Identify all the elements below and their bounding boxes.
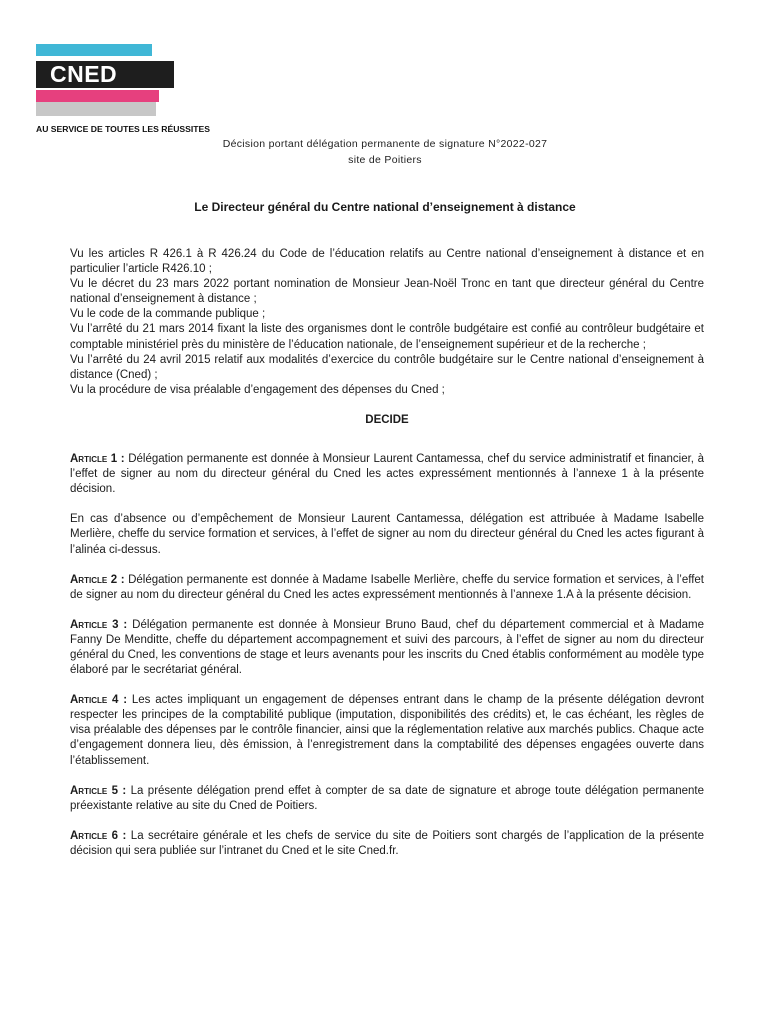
article-label: Article 4 : [70, 694, 128, 707]
vu-item: Vu l’arrêté du 24 avril 2015 relatif aux modalités d’exercice du contrôle budgétaire sur le Centre national d’enseignement à distance (Cned) ; [70, 353, 704, 381]
article-text: Délégation permanente est donnée à Monsieur Bruno Baud, chef du département commercial et à Madame Fanny De Menditte, cheffe du département accompagnement et suivi des parcours, à l’effet de signer au nom du directeur général du Cned, les conventions de stage et leurs avenants pour les inscrits du Cned établis conformément au modèle type élaboré par le secrétariat général. [70, 618, 705, 677]
article-text: Délégation permanente est donnée à Monsieur Laurent Cantamessa, chef du service administratif et financier, à l’effet de signer au nom du directeur général du Cned les actes expressément mentionnés à l’annexe 1 à la présente décision. [70, 453, 704, 496]
vu-list [70, 247, 704, 398]
article-text: Délégation permanente est donnée à Madame Isabelle Merlière, cheffe du service formation et services, à l’effet de signer au nom du directeur général du Cned les actes expressément mentionnés à l’annexe 1.A à la présente décision. [70, 573, 704, 601]
article-label: Article 5 : [70, 784, 127, 797]
article-1-paragraph-2 [70, 512, 704, 557]
article-text: En cas d’absence ou d’empêchement de Monsieur Laurent Cantamessa, délégation est attribuée à Madame Isabelle Merlière, cheffe du service formation et services, à l’effet de signer au nom du directeur général du Cned les actes figurant à l’alinéa ci-dessus. [70, 513, 704, 556]
vu-item: Vu l’arrêté du 21 mars 2014 fixant la liste des organismes dont le contrôle budgétaire est confié au contrôleur budgétaire et comptable ministériel près du ministère de l’éducation nationale, de l’enseignement supérieur et de la recherche ; [70, 323, 704, 351]
vu-item: Vu les articles R 426.1 à R 426.24 du Code de l’éducation relatifs au Centre national d’enseignement à distance et en particulier l’article R426.10 ; [70, 248, 704, 276]
logo-tagline: AU SERVICE DE TOUTES LES RÉUSSITES [36, 124, 210, 134]
vu-item: Vu le code de la commande publique ; [70, 308, 266, 321]
article-label: Article 2 : [70, 573, 125, 586]
article-4 [70, 693, 704, 768]
article-text: Les actes impliquant un engagement de dépenses entrant dans le champ de la présente délégation devront respecter les principes de la comptabilité publique (imputation, disponibilités des crédits) et, le cas échéant, les règles de visa préalable des dépenses par le contrôle financier, ainsi que la réglementation relative aux marchés publics. Chaque acte d’engagement donnera lieu, dès émission, à l’enregistrement dans la comptabilité des dépenses engagées ouverte dans l’établissement. [70, 694, 704, 767]
logo-blue-bar [36, 44, 152, 56]
article-5 [70, 784, 704, 814]
vu-item: Vu le décret du 23 mars 2022 portant nomination de Monsieur Jean-Noël Tronc en tant que directeur général du Centre national d’enseignement à distance ; [70, 278, 704, 306]
vu-item: Vu la procédure de visa préalable d’engagement des dépenses du Cned ; [70, 383, 445, 396]
article-6 [70, 829, 704, 859]
article-label: Article 1 : [70, 453, 125, 466]
logo-wordmark: CNED [36, 61, 174, 88]
article-text: La secrétaire générale et les chefs de service du site de Poitiers sont chargés de l’application de la présente décision qui sera publiée sur l’intranet du Cned et le site Cned.fr. [70, 829, 704, 857]
director-heading: Le Directeur général du Centre national d’enseignement à distance [194, 200, 576, 214]
decision-site: site de Poitiers [348, 154, 422, 166]
document-body [70, 247, 704, 874]
article-label: Article 3 : [70, 618, 128, 631]
article-3 [70, 618, 704, 678]
article-label: Article 6 : [70, 829, 127, 842]
decide-heading: DECIDE [365, 413, 409, 426]
decision-title: Décision portant délégation permanente de signature N°2022-027 [222, 138, 548, 150]
article-text: La présente délégation prend effet à compter de sa date de signature et abroge toute délégation permanente préexistante relative au site du Cned de Poitiers. [70, 784, 704, 812]
article-2 [70, 573, 704, 603]
logo-pink-bar [36, 90, 159, 102]
logo-grey-bar [36, 102, 156, 116]
article-1 [70, 452, 704, 497]
